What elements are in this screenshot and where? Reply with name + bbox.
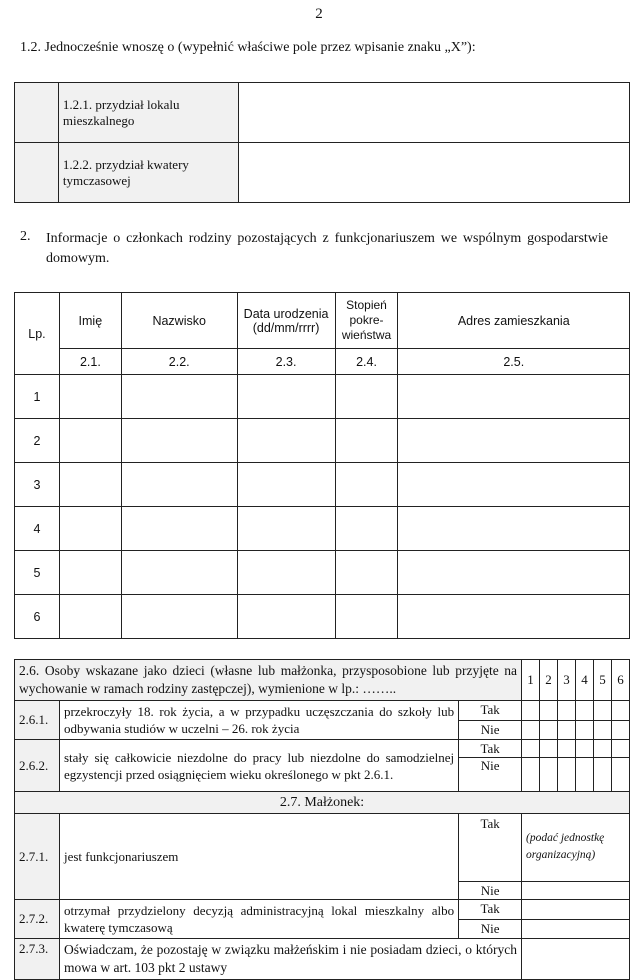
check-cell[interactable] [611,720,629,740]
adres-cell[interactable] [398,551,630,595]
tak-label: Tak [459,814,522,882]
data-cell[interactable] [237,375,335,419]
imie-cell[interactable] [59,375,121,419]
nazwisko-cell[interactable] [121,551,237,595]
stopien-cell[interactable] [335,551,398,595]
person-col-header: 6 [611,660,629,701]
check-cell[interactable] [558,758,576,792]
data-cell[interactable] [237,595,335,639]
checkbox-cell-1-2-1[interactable] [15,83,59,143]
section-1-2-intro: 1.2. Jednocześnie wnoszę o (wypełnić właściwe pole przez wpisanie znaku „X”): [20,40,476,55]
row-number: 2 [15,419,60,463]
tak-label: Tak [459,740,522,758]
section-2-7-title: 2.7. Małżonek: [15,792,630,814]
person-col-header: 4 [576,660,594,701]
nazwisko-cell[interactable] [121,375,237,419]
nazwisko-cell[interactable] [121,595,237,639]
check-cell[interactable] [576,740,594,758]
imie-cell[interactable] [59,551,121,595]
unit-note[interactable]: (podać jednostkę organizacyjną) [522,814,630,882]
row-number: 4 [15,507,60,551]
check-cell[interactable] [593,720,611,740]
stopien-cell[interactable] [335,595,398,639]
nie-label: Nie [459,720,522,740]
check-cell[interactable] [576,720,594,740]
person-col-header: 5 [593,660,611,701]
table-row [15,463,630,507]
answer-cell[interactable] [522,939,630,980]
table-row [15,375,630,419]
check-cell[interactable] [522,701,540,721]
check-cell[interactable] [576,758,594,792]
col-number: 2.3. [237,349,335,375]
check-cell[interactable] [540,701,558,721]
answer-cell[interactable] [522,900,630,920]
col-stopien-header: Stopień pokre-wieństwa [335,293,398,349]
check-cell[interactable] [611,701,629,721]
nazwisko-cell[interactable] [121,419,237,463]
section-2-heading: Informacje o członkach rodziny pozostających z funkcjonariuszem we wspólnym gospodarstwie domowym. [46,231,608,266]
col-nazwisko-header: Nazwisko [121,293,237,349]
imie-cell[interactable] [59,507,121,551]
check-cell[interactable] [593,701,611,721]
check-cell[interactable] [576,701,594,721]
item-2-6-2-text: stały się całkowicie niezdolne do pracy lub niezdolne do samodzielnej egzystencji przed osiągnięciem wieku określonego w pkt 2.6.1. [59,740,458,792]
adres-cell[interactable] [398,375,630,419]
check-cell[interactable] [540,758,558,792]
item-2-7-3-text: Oświadczam, że pozostaję w związku małżeńskim i nie posiadam dzieci, o których mowa w art. 103 pkt 2 ustawy [59,939,521,980]
row-number: 6 [15,595,60,639]
check-cell[interactable] [558,701,576,721]
nie-label: Nie [459,758,522,792]
data-cell[interactable] [237,507,335,551]
check-cell[interactable] [522,720,540,740]
item-2-7-2-text: otrzymał przydzielony decyzją administracyjną lokal mieszkalny albo kwaterę tymczasową [59,900,458,939]
stopien-cell[interactable] [335,463,398,507]
item-2-6-2-number: 2.6.2. [15,740,60,792]
person-col-header: 3 [558,660,576,701]
table-row [15,551,630,595]
check-cell[interactable] [611,740,629,758]
check-cell[interactable] [593,740,611,758]
adres-cell[interactable] [398,463,630,507]
family-members-table [14,292,630,639]
stopien-cell[interactable] [335,419,398,463]
check-cell[interactable] [558,740,576,758]
nie-label: Nie [459,919,522,939]
adres-cell[interactable] [398,595,630,639]
col-number: 2.1. [59,349,121,375]
stopien-cell[interactable] [335,375,398,419]
stopien-cell[interactable] [335,507,398,551]
table-row [15,507,630,551]
option-1-2-1-label: 1.2.1. przydział lokalu mieszkalnego [58,83,238,143]
tak-label: Tak [459,701,522,721]
check-cell[interactable] [593,758,611,792]
option-1-2-2-label: 1.2.2. przydział kwatery tymczasowej [58,143,238,203]
check-cell[interactable] [558,720,576,740]
option-1-2-1-field[interactable] [238,83,629,143]
data-cell[interactable] [237,463,335,507]
col-lp-header: Lp. [15,293,60,375]
table-row [15,595,630,639]
row-number: 3 [15,463,60,507]
table-row [15,419,630,463]
row-number: 1 [15,375,60,419]
adres-cell[interactable] [398,419,630,463]
data-cell[interactable] [237,419,335,463]
answer-cell[interactable] [522,919,630,939]
item-2-6-1-text: przekroczyły 18. rok życia, a w przypadku uczęszczania do szkoły lub odbywania studiów w uczelni – 26. rok życia [59,701,458,740]
row-number: 5 [15,551,60,595]
person-col-header: 1 [522,660,540,701]
person-col-header: 2 [540,660,558,701]
imie-cell[interactable] [59,463,121,507]
check-cell[interactable] [540,740,558,758]
col-number: 2.4. [335,349,398,375]
housing-request-table [14,82,630,203]
answer-cell[interactable] [522,882,630,900]
col-adres-header: Adres zamieszkania [398,293,630,349]
check-cell[interactable] [522,740,540,758]
col-number: 2.2. [121,349,237,375]
adres-cell[interactable] [398,507,630,551]
check-cell[interactable] [540,720,558,740]
check-cell[interactable] [611,758,629,792]
col-number: 2.5. [398,349,630,375]
item-2-7-1-text: jest funkcjonariuszem [59,814,458,900]
item-2-7-1-number: 2.7.1. [15,814,60,900]
section-2-6-text: 2.6. Osoby wskazane jako dzieci (własne lub małżonka, przysposobione lub przyjęte na wychowanie w ramach rodziny zastępczej), wymienione w lp.: …….. [15,660,522,701]
imie-cell[interactable] [59,595,121,639]
data-cell[interactable] [237,551,335,595]
check-cell[interactable] [522,758,540,792]
nie-label: Nie [459,882,522,900]
item-2-7-3-number: 2.7.3. [15,939,60,980]
tak-label: Tak [459,900,522,920]
children-spouse-table [14,659,630,980]
col-data-header: Data urodzenia (dd/mm/rrrr) [237,293,335,349]
option-1-2-2-field[interactable] [238,143,629,203]
checkbox-cell-1-2-2[interactable] [15,143,59,203]
page-number: 2 [315,6,323,22]
section-2-number: 2. [20,229,31,244]
nazwisko-cell[interactable] [121,463,237,507]
item-2-6-1-number: 2.6.1. [15,701,60,740]
item-2-7-2-number: 2.7.2. [15,900,60,939]
col-imie-header: Imię [59,293,121,349]
imie-cell[interactable] [59,419,121,463]
nazwisko-cell[interactable] [121,507,237,551]
